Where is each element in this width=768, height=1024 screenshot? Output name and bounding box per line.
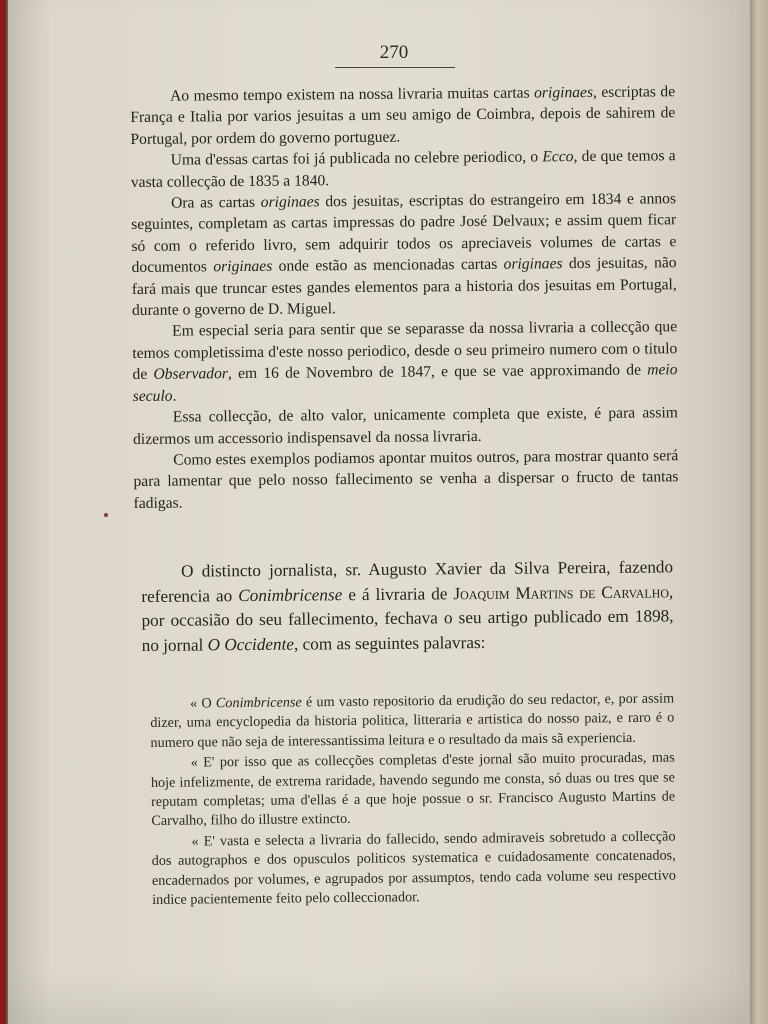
- text-run: Ao mesmo tempo existem na nossa livraria muitas cartas: [170, 84, 535, 105]
- text-run: , com as seguintes palavras:: [293, 632, 486, 654]
- text-run: Ora as cartas: [170, 193, 261, 212]
- text-run: dos jesuitas, não fará mais que truncar estes gandes elementos para a historia dos jesuitas em Portugal, durante o governo de D. Miguel.: [131, 254, 677, 320]
- paragraph: [130, 81, 676, 150]
- text-run: « E' por isso que as collecções completas d'este jornal são muito procuradas, mas hoje infelizmente, de extrema raridade, havendo segundo me consta, só duas ou tres que se reputam completas; uma d'ellas é a que hoje possue o sr. Francisco Augusto Martins de Carvalho, filho do illustre extincto.: [150, 749, 676, 830]
- text-run: Como estes exemplos podiamos apontar muitos outros, para mostrar quanto será para lamentar que pelo nosso fallecimento se venha a dispersar o fructo de tantas fadigas.: [133, 447, 679, 512]
- paragraph: [151, 749, 676, 832]
- page-number: 270: [379, 42, 409, 63]
- text-run: , por occasião do seu fallecimento, fechava o seu artigo publicado em 1898, no jornal: [141, 581, 674, 655]
- book-page: [8, 0, 750, 1024]
- italic-text: O Occidente: [207, 634, 295, 655]
- quotation-section: [150, 690, 676, 911]
- italic-text: originaes: [213, 258, 273, 276]
- paragraph: [151, 827, 676, 910]
- text-run: Em especial seria para sentir que se separasse da nossa livraria a collecção que temos completissima d'este nosso periodico, desde o seu primeiro numero com o titulo de: [132, 318, 678, 384]
- text-run: « E' vasta e selecta a livraria do fallecido, sendo admiraveis sobretudo a collecção dos autographos e dos opusculos politicos systematica e cuidadosamente concatenados, encadernados por volumes, e agrupados por assumptos, tendo cada volume seu respectivo indice pacientemente feito pelo colleccionador.: [151, 828, 676, 909]
- italic-text: originaes: [534, 83, 594, 102]
- text-run: é um vasto repositorio da erudição do seu redactor, e, por assim dizer, uma encyclopedia da historia politica, litteraria e artistica do nosso paiz, e raro é o numero que não seja de interessantissima leitura e o resultado da mais sã experiencia.: [150, 690, 675, 751]
- text-run: .: [172, 387, 177, 405]
- paragraph: [131, 145, 676, 193]
- italic-text: Ecco: [542, 148, 574, 166]
- paper-speck: [104, 513, 108, 517]
- text-run: , escriptas de França e Italia por varios jesuitas a um seu amigo de Coimbra, depois de sahirem de Portugal, por ordem do governo portuguez.: [130, 83, 676, 148]
- text-run: « O: [190, 695, 216, 712]
- header-rule: [335, 67, 455, 68]
- text-run: e á livraria de: [342, 583, 454, 604]
- italic-text: Conimbricense: [238, 584, 343, 605]
- text-run: Essa collecção, de alto valor, unicamente completa que existe, é para assim dizermos um accessorio indispensavel da nossa livraria.: [133, 404, 678, 448]
- paragraph: [131, 188, 677, 321]
- text-run: Uma d'essas cartas foi já publicada no celebre periodico, o: [170, 148, 543, 169]
- italic-text: originaes: [503, 255, 563, 273]
- paragraph: [133, 402, 678, 450]
- text-run: dos jesuitas, escriptas do estrangeiro em 1834 e annos seguintes, completam as cartas impressas do padre José Delvaux; e assim quem ficar só com o referido livro, sem adquirir todos os apreciaveis volumes de cartas e documentos: [131, 190, 677, 277]
- body-section-1: [130, 81, 679, 514]
- text-run: O distincto jornalista, sr. Augusto Xavier da Silva Pereira, fazendo referencia ao: [141, 557, 674, 606]
- text-run: onde estão as mencionadas cartas: [272, 255, 504, 276]
- paragraph: [150, 690, 675, 754]
- italic-text: Conimbricense: [215, 694, 302, 712]
- paragraph: [133, 445, 679, 514]
- text-run: , em 16 de Novembro de 1847, e que se vae approximando de: [227, 361, 648, 383]
- italic-text: originaes: [260, 193, 320, 211]
- paragraph: [132, 317, 678, 407]
- small-caps-text: Joaquim Martins de Carvalho: [453, 581, 670, 603]
- italic-text: meio seculo: [132, 361, 678, 405]
- body-section-2: [141, 555, 674, 658]
- text-run: , de que temos a vasta collecção de 1835 a 1840.: [130, 147, 676, 191]
- page-edge: [750, 0, 768, 1024]
- paragraph: [141, 555, 674, 658]
- italic-text: Observador: [153, 365, 229, 384]
